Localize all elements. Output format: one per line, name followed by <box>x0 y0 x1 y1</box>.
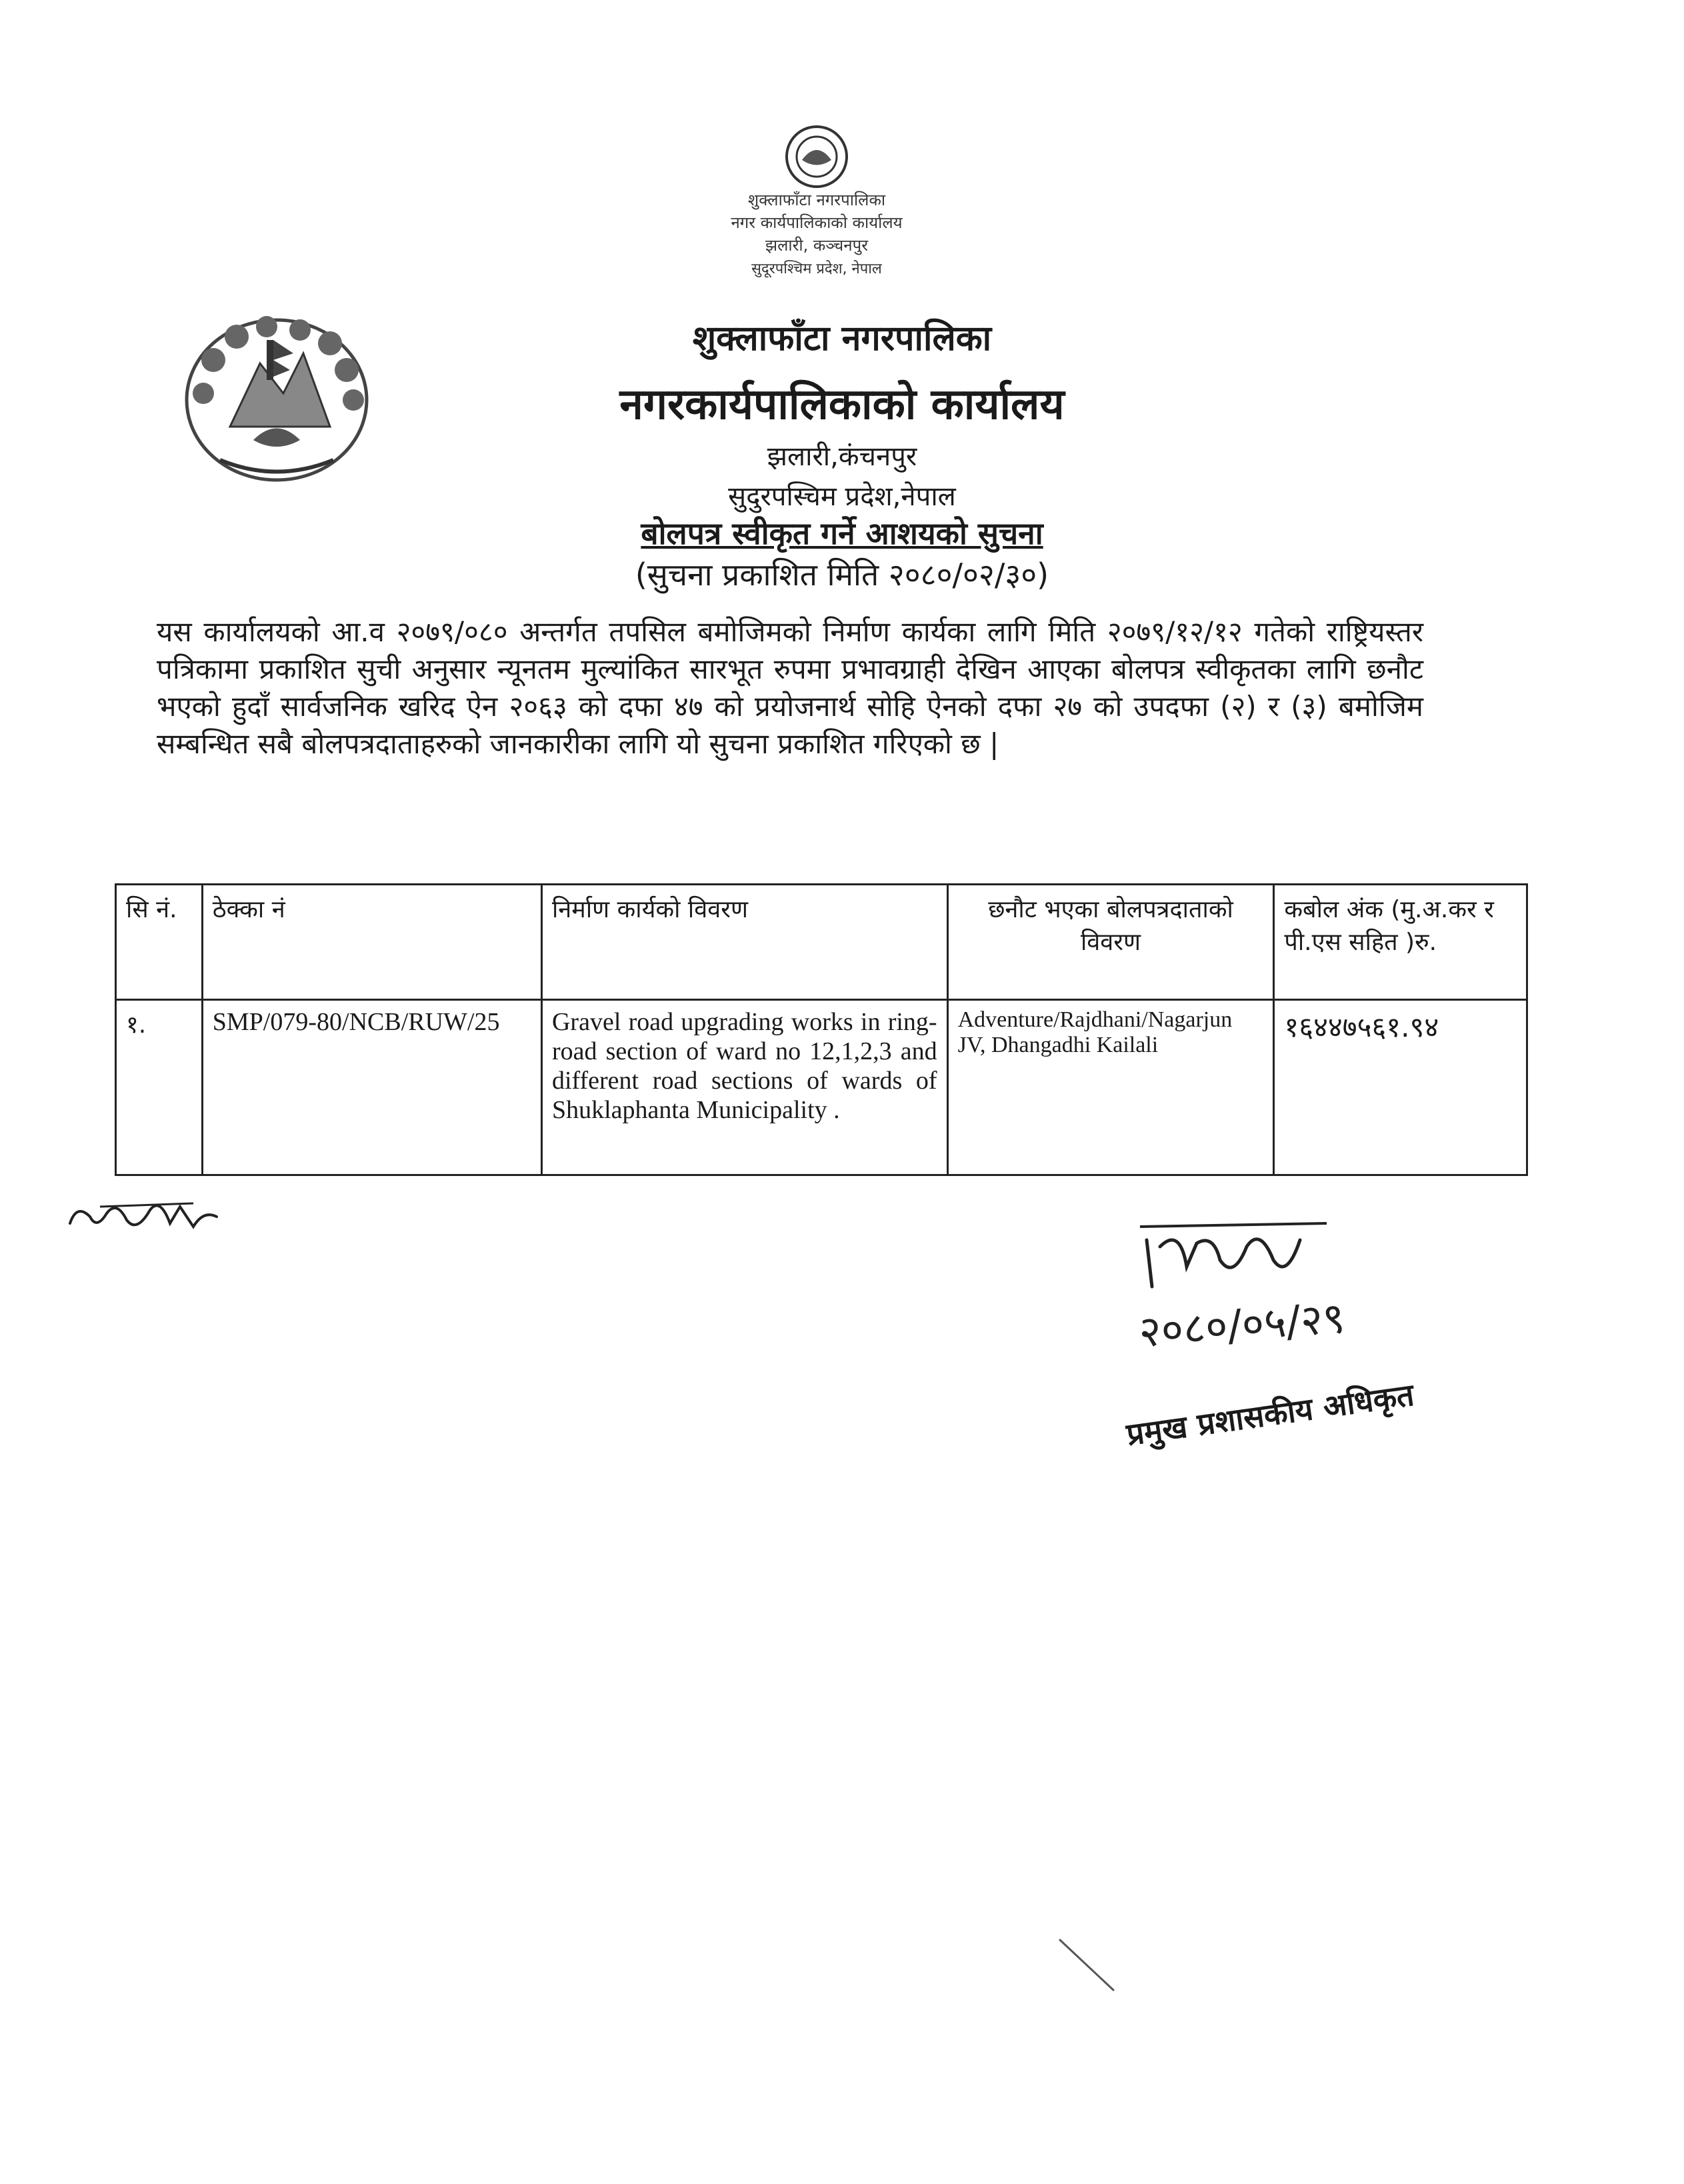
cell-amount: १६४४७५६१.९४ <box>1274 1000 1527 1175</box>
publish-date: (सुचना प्रकाशित मिति २०८०/०२/३०) <box>635 557 1049 593</box>
cell-sn: १. <box>116 1000 203 1175</box>
pen-mark <box>1053 1933 1133 2000</box>
officer-signature <box>1133 1213 1440 1373</box>
table-header-row <box>116 885 1527 1000</box>
header-contract-no: ठेक्का नं <box>202 885 541 1000</box>
table-row <box>116 1000 1527 1175</box>
header-sn: सि नं. <box>116 885 203 1000</box>
cell-contract-no: SMP/079-80/NCB/RUW/25 <box>202 1000 541 1175</box>
cell-bidder: Adventure/Rajdhani/Nagarjun JV, Dhangadhi Kailali <box>947 1000 1274 1175</box>
address-line-1: झलारी,कंचनपुर <box>767 441 917 472</box>
seal-line-1: शुक्लाफाँटा नगरपालिका <box>747 191 886 209</box>
seal-line-3: झलारी, कञ्चनपुर <box>765 236 869 255</box>
signature-date: २०८०/०५/२९ <box>1137 1293 1347 1357</box>
address-line-2: सुदुरपस्चिम प्रदेश,नेपाल <box>728 481 956 512</box>
header-amount: कबोल अंक (मु.अ.कर र पी.एस सहित )रु. <box>1274 885 1527 1000</box>
municipality-name: शुक्लाफाँटा नगरपालिका <box>692 319 992 359</box>
notice-title: बोलपत्र स्वीकृत गर्ने आशयको सुचना <box>641 515 1043 551</box>
seal-line-4: सुदूरपश्चिम प्रदेश, नेपाल <box>751 261 882 277</box>
header-description: निर्माण कार्यको विवरण <box>541 885 947 1000</box>
office-name: नगरकार्यपालिकाको कार्यालय <box>619 380 1065 429</box>
officer-title: प्रमुख प्रशासकीय अधिकृत <box>1124 1376 1417 1453</box>
header-bidder: छनौट भएका बोलपत्रदाताको विवरण <box>947 885 1274 1000</box>
cell-description: Gravel road upgrading works in ring-road section of ward no 12,1,2,3 and different road sections of wards of Shuklaphanta Municipality . <box>541 1000 947 1175</box>
municipality-seal <box>697 120 937 300</box>
seal-line-2: नगर कार्यपालिकाको कार्यालय <box>731 213 903 232</box>
initials-signature <box>60 1187 227 1247</box>
tender-table <box>115 883 1528 1176</box>
notice-body: यस कार्यालयको आ.व २०७९/०८० अन्तर्गत तपसिल बमोजिमको निर्माण कार्यका लागि मिति २०७९/१२/१२ गतेको राष्ट्रियस्तर पत्रिकामा प्रकाशित सुची अनुसार न्यूनतम मुल्यांकित सारभूत रुपमा प्रभावग्राही देखिन आएका बोलपत्र स्वीकृतका लागि छनौट भएको हुदाँ सार्वजनिक खरिद ऐन २०६३ को दफा ४७ को प्रयोजनार्थ सोहि ऐनको दफा २७ को उपदफा (२) र (३) बमोजिम सम्बन्धित सबै बोलपत्रदाताहरुको जानकारीका लागि यो सुचना प्रकाशित गरिएको छ | <box>157 615 1423 760</box>
